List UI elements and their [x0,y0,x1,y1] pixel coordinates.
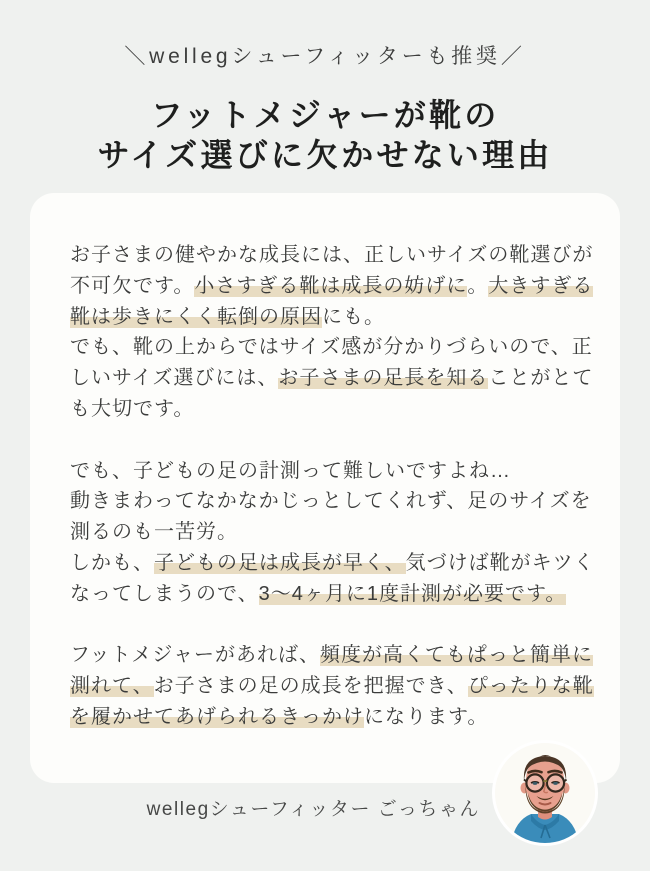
page-title [0,95,650,175]
body-text: ことがとて [488,367,594,390]
fitter-portrait-icon [495,743,595,843]
text-line [70,579,580,610]
paragraph [70,240,594,425]
text-line [70,486,592,517]
highlighted-text: お子さまの足長を知る [278,367,489,390]
body-text-card [30,193,620,783]
text-line [70,302,580,333]
paragraph [70,456,595,610]
highlighted-text: ぴったりな靴 [467,675,594,698]
text-line [70,394,580,425]
body-text: も大切です。 [70,397,195,420]
text-line [70,671,594,702]
body-text: になります。 [364,705,489,728]
body-text: でも、靴の上からではサイズ感が分かりづらいので、正 [70,336,593,359]
body-text: 測るのも一苦労。 [70,521,238,544]
body-text: 不可欠です。 [70,274,195,297]
body-text: 。 [467,274,489,297]
body-text: 気づけば靴がキツく [405,551,595,574]
body-text: お子さまの足の成長を把握でき、 [153,675,468,698]
footer-row [0,740,650,846]
highlighted-text: 頻度が高くてもぱっと簡単に [320,644,593,667]
body-text: しかも、 [70,551,154,574]
body-text: しいサイズ選びには、 [70,367,279,390]
highlighted-text: 小さすぎる靴は成長の妨げに [194,274,468,297]
body-text: フットメジャーがあれば、 [70,644,320,667]
highlighted-text: 靴は歩きにくく転倒の原因 [70,305,322,328]
highlighted-text: 3〜4ヶ月に1度計測が必要です。 [258,582,567,605]
text-line [70,702,580,733]
text-line [70,240,594,271]
text-line [70,363,594,394]
body-text: なってしまうので、 [70,582,259,605]
highlighted-text: を履かせてあげられるきっかけ [70,705,364,728]
shoe-fitter-avatar-icon [492,740,598,846]
text-line [70,271,594,302]
fitter-caption: wellegシューフィッター ごっちゃん [146,799,480,820]
body-text: お子さまの健やかな成長には、正しいサイズの靴選びが [70,244,594,266]
body-text: でも、子どもの足の計測って難しいですよね… [70,459,511,482]
paragraph [70,640,594,732]
text-line [70,332,593,363]
card-text [70,240,595,733]
page-title-line1: フットメジャーが靴の [150,97,500,133]
body-text: 動きまわってなかなかじっとしてくれず、足のサイズを [70,490,592,513]
tagline: ＼wellegシューフィッターも推奨／ [124,45,526,68]
text-line [70,517,580,548]
text-line [70,640,593,671]
page-title-line2: サイズ選びに欠かせない理由 [97,137,553,173]
body-text: にも。 [322,305,385,328]
highlighted-text: 測れて、 [70,675,154,698]
highlighted-text: 大きすぎる [488,274,594,297]
text-line [70,548,595,579]
highlighted-text: 子どもの足は成長が早く、 [154,551,406,574]
text-line [70,456,580,487]
